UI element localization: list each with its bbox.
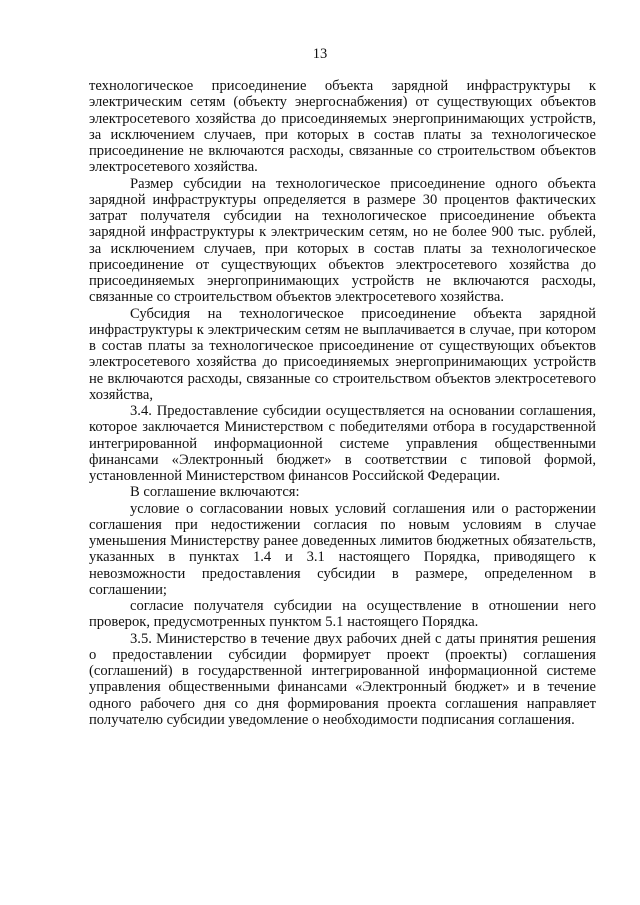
paragraph-continuation: технологическое присоединение объекта зарядной инфраструктуры к электрическим сетям (объекту энергоснабжения) от существующих объектов электросетевого хозяйства до присоединяемых энергопринимающих устройств, за исключением случаев, при которых в состав платы за технологическое присоединение не включаются расходы, связанные со строительством объектов электросетевого хозяйства. xyxy=(89,78,596,176)
paragraph-subsidy-size: Размер субсидии на технологическое присоединение одного объекта зарядной инфраструктуры определяется в размере 30 процентов фактических затрат получателя субсидии на технологическое присоединение объекта зарядной инфраструктуры к электрическим сетям, но не более 900 тыс. рублей, за исключением случаев, при которых в состав платы за технологическое присоединение от существующих объектов электросетевого хозяйства до присоединяемых энергопринимающих устройств не включаются расходы, связанные со строительством объектов электросетевого хозяйства. xyxy=(89,175,596,306)
paragraph-recipient-consent: согласие получателя субсидии на осуществление в отношении него проверок, предусмотренных пунктом 5.1 настоящего Порядка. xyxy=(89,598,596,631)
page-number: 13 xyxy=(312,46,328,62)
paragraph-3-5: 3.5. Министерство в течение двух рабочих дней с даты принятия решения о предоставлении субсидии формирует проект (проекты) соглашения (соглашений) в государственной интегрированной информационной системе управления общественными финансами «Электронный бюджет» и в течение одного рабочего дня со дня формирования проекта соглашения направляет получателю субсидии уведомление о необходимости подписания соглашения. xyxy=(89,630,596,728)
paragraph-subsidy-not-paid: Субсидия на технологическое присоединение объекта зарядной инфраструктуры к электрическим сетям не выплачивается в случае, при котором в состав платы за технологическое присоединение от существующих объектов электросетевого хозяйства до присоединяемых энергопринимающих устройств не включаются расходы, связанные со строительством объектов электросетевого хозяйства, xyxy=(89,305,596,403)
paragraph-agreement-condition: условие о согласовании новых условий соглашения или о расторжении соглашения при недостижении согласия по новым условиям в случае уменьшения Министерству ранее доведенных лимитов бюджетных обязательств, указанных в пунктах 1.4 и 3.1 настоящего Порядка, приводящего к невозможности предоставления субсидии в размере, определенном в соглашении; xyxy=(89,500,596,598)
document-body xyxy=(89,78,596,728)
paragraph-3-4: 3.4. Предоставление субсидии осуществляется на основании соглашения, которое заключается Министерством с победителями отбора в государственной интегрированной информационной системе управления общественными финансами «Электронный бюджет» в соответствии с типовой формой, установленной Министерством финансов Российской Федерации. xyxy=(89,403,596,484)
paragraph-agreement-includes: В соглашение включаются: xyxy=(130,484,300,501)
